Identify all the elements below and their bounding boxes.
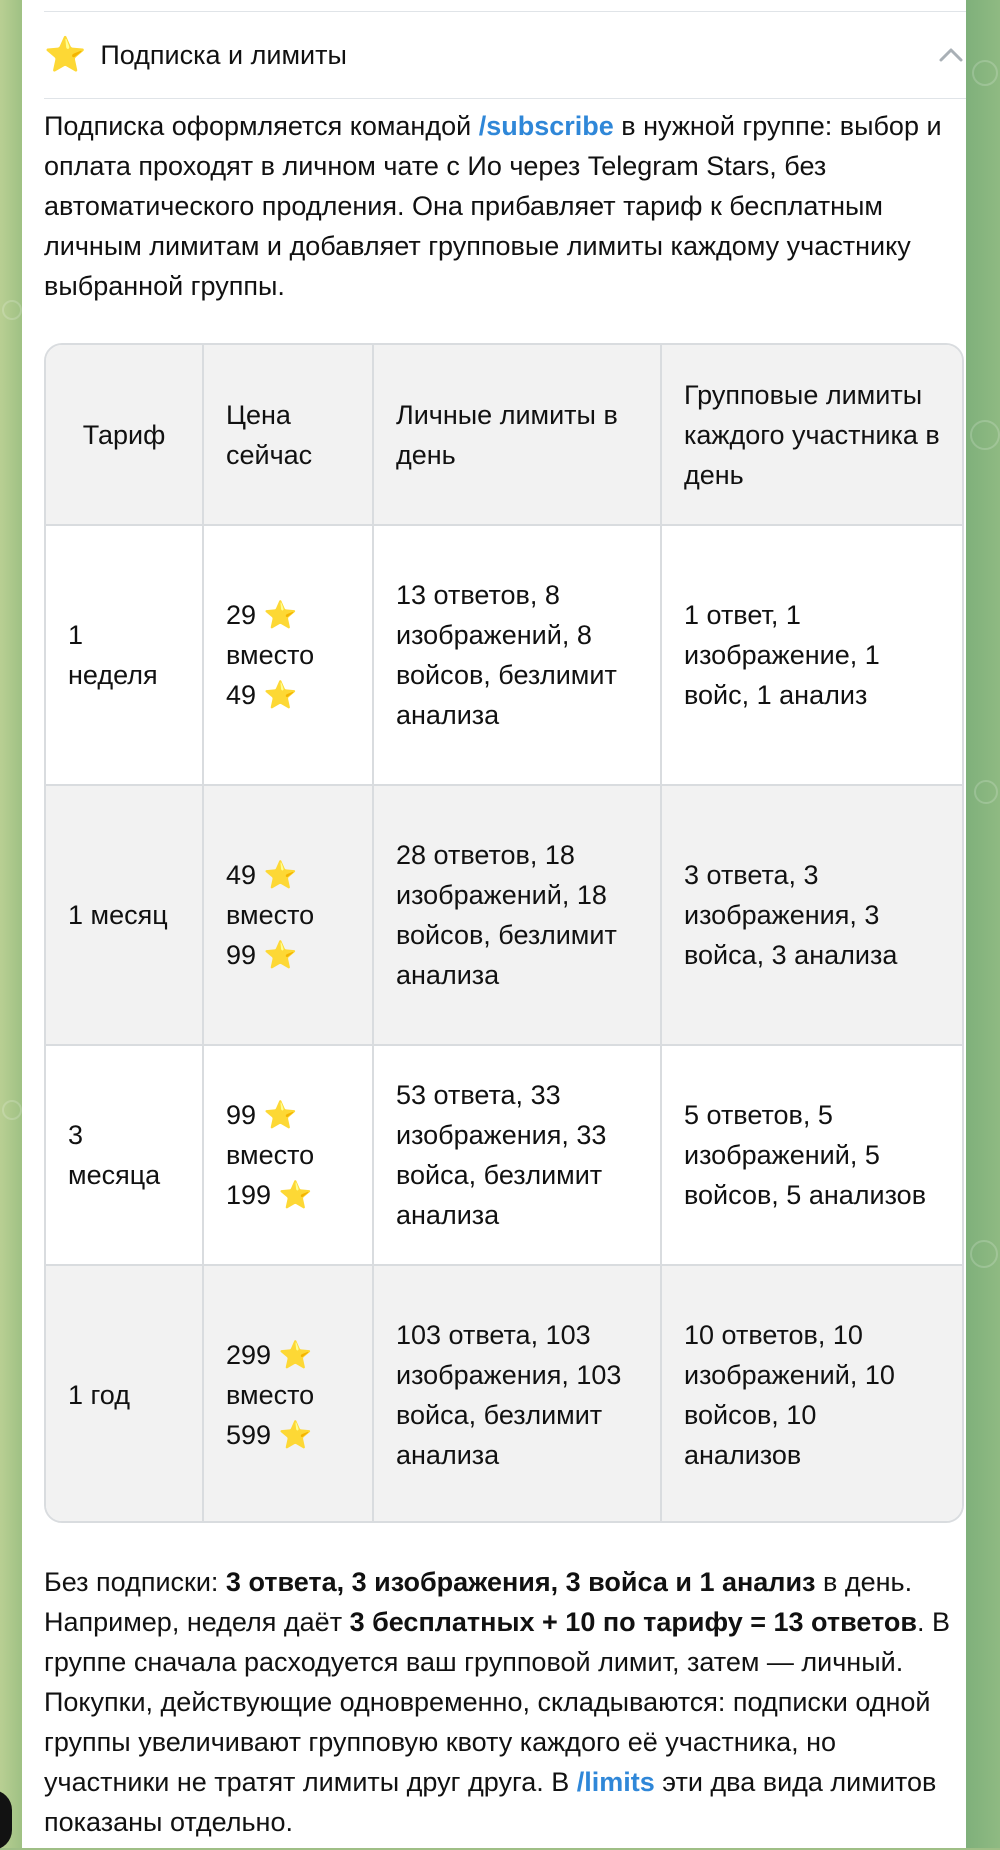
star-icon: ⭐ bbox=[44, 36, 87, 74]
wallpaper-doodle bbox=[970, 1240, 998, 1268]
subscribe-command-link[interactable]: /subscribe bbox=[478, 111, 614, 141]
group-limits-cell: 1 ответ, 1 изображение, 1 войс, 1 анализ bbox=[661, 525, 962, 785]
outro-text-part: . В группе сначала расходуется ваш групповой лимит, затем — личный. Покупки, действующие одновременно, складываются: подписки одной группы увеличивают групповую квоту каждого её участника, но участники не тратят лимиты друг друга. В bbox=[44, 1607, 950, 1797]
tariff-cell: 1 неделя bbox=[46, 525, 203, 785]
wallpaper-doodle bbox=[970, 420, 1000, 450]
intro-text-part: Подписка оформляется командой bbox=[44, 111, 479, 141]
personal-limits-cell: 53 ответа, 33 изображения, 33 войса, безлимит анализа bbox=[373, 1045, 661, 1265]
wallpaper-right-strip bbox=[966, 0, 1000, 1848]
price-current: 49 ⭐ bbox=[226, 860, 298, 890]
tariff-cell: 1 год bbox=[46, 1265, 203, 1523]
table-row bbox=[46, 1045, 962, 1265]
table-row bbox=[46, 525, 962, 785]
personal-limits-cell: 28 ответов, 18 изображений, 18 войсов, безлимит анализа bbox=[373, 785, 661, 1045]
section-title: Подписка и лимиты bbox=[100, 39, 347, 70]
personal-limits-cell: 13 ответов, 8 изображений, 8 войсов, безлимит анализа bbox=[373, 525, 661, 785]
column-header-group-limits: Групповые лимиты каждого участника в день bbox=[661, 345, 962, 525]
price-cell bbox=[203, 1265, 373, 1523]
price-instead-label: вместо bbox=[226, 640, 315, 670]
price-instead-label: вместо bbox=[226, 900, 315, 930]
free-limits-bold: 3 ответа, 3 изображения, 3 войса и 1 анализ bbox=[225, 1567, 816, 1597]
group-limits-cell: 3 ответа, 3 изображения, 3 войса, 3 анализа bbox=[661, 785, 962, 1045]
table-row bbox=[46, 1265, 962, 1523]
price-current: 99 ⭐ bbox=[226, 1100, 298, 1130]
header-divider bbox=[44, 98, 966, 99]
wallpaper-doodle bbox=[2, 300, 22, 320]
column-header-personal-limits: Личные лимиты в день bbox=[373, 345, 661, 525]
limits-command-link[interactable]: /limits bbox=[576, 1767, 655, 1797]
column-header-tariff: Тариф bbox=[46, 345, 203, 525]
no-subscription-paragraph bbox=[44, 1562, 966, 1842]
wallpaper-doodle bbox=[972, 60, 998, 86]
column-header-price: Цена сейчас bbox=[203, 345, 373, 525]
chevron-up-icon[interactable] bbox=[936, 40, 966, 70]
price-instead-label: вместо bbox=[226, 1140, 315, 1170]
table-row bbox=[46, 785, 962, 1045]
price-old: 199 ⭐ bbox=[226, 1180, 313, 1210]
tariff-cell: 1 месяц bbox=[46, 785, 203, 1045]
table-header-row bbox=[46, 345, 962, 525]
wallpaper-doodle bbox=[2, 1100, 22, 1120]
price-current: 29 ⭐ bbox=[226, 600, 298, 630]
outro-text-part: эти два вида лимитов показаны отдельно. bbox=[44, 1767, 937, 1837]
message-panel bbox=[22, 0, 966, 1848]
personal-limits-cell: 103 ответа, 103 изображения, 103 войса, безлимит анализа bbox=[373, 1265, 661, 1523]
group-limits-cell: 5 ответов, 5 изображений, 5 войсов, 5 анализов bbox=[661, 1045, 962, 1265]
subscription-section-header[interactable] bbox=[44, 12, 966, 98]
wallpaper-doodle bbox=[974, 780, 998, 804]
group-limits-cell: 10 ответов, 10 изображений, 10 войсов, 10 анализов bbox=[661, 1265, 962, 1523]
intro-paragraph bbox=[44, 106, 964, 306]
price-old: 599 ⭐ bbox=[226, 1419, 313, 1450]
price-old: 49 ⭐ bbox=[226, 680, 298, 710]
tariff-cell: 3 месяца bbox=[46, 1045, 203, 1265]
example-sum-bold: 3 бесплатных + 10 по тарифу = 13 ответов bbox=[349, 1607, 917, 1637]
tariff-table bbox=[44, 343, 964, 1523]
outro-text-part: Без подписки: bbox=[44, 1567, 226, 1597]
price-cell bbox=[203, 785, 373, 1045]
price-current: 299 ⭐ bbox=[226, 1339, 313, 1370]
wallpaper-left-strip bbox=[0, 0, 22, 1848]
outro-text-part: в день. Например, неделя даёт bbox=[44, 1567, 913, 1637]
price-instead-label: вместо bbox=[226, 1379, 315, 1410]
price-cell bbox=[203, 1045, 373, 1265]
price-old: 99 ⭐ bbox=[226, 940, 298, 970]
intro-text-part: в нужной группе: выбор и оплата проходят в личном чате с Ио через Telegram Stars, без автоматического продления. Она прибавляет тариф к бесплатным личным лимитам и добавляет групповые лимиты каждому участнику выбранной группы. bbox=[44, 111, 942, 301]
price-cell bbox=[203, 525, 373, 785]
